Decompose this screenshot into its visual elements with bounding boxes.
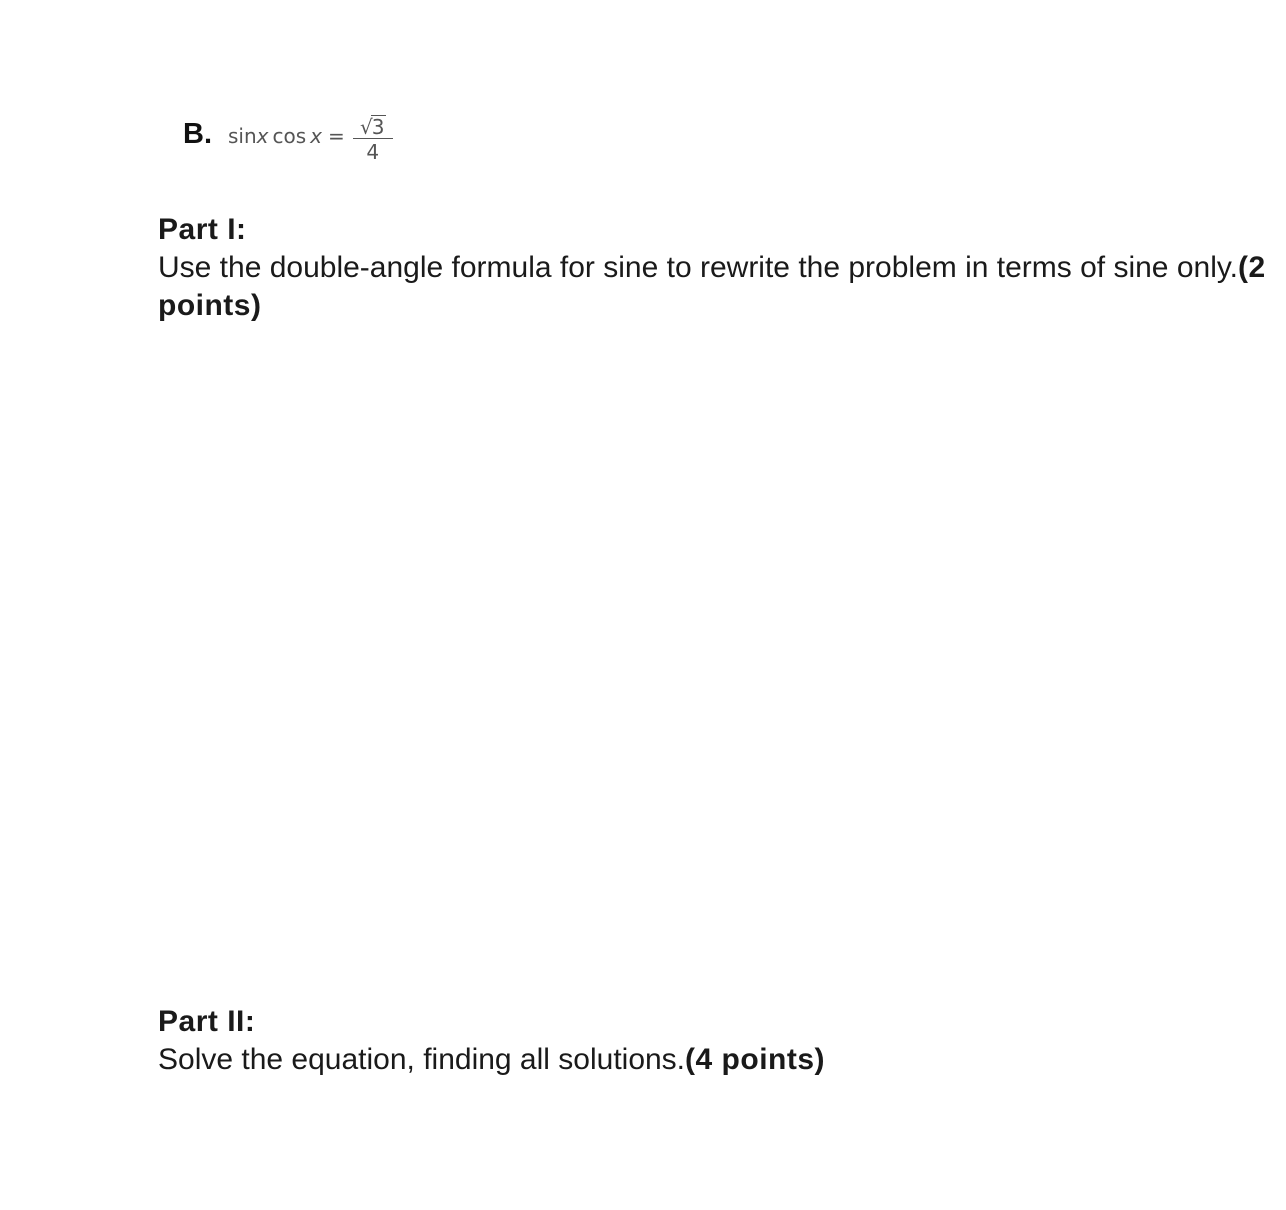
part-one-instructions: [158, 249, 1268, 325]
fraction: [353, 115, 393, 162]
part-two-points: (4 points): [685, 1043, 826, 1076]
part-two-text: Solve the equation, finding all solutions.: [158, 1043, 686, 1076]
part-one-points: (2 points): [158, 251, 1266, 322]
part-one: [158, 211, 1268, 325]
equation: [228, 113, 393, 164]
radical-sign: √: [360, 114, 373, 139]
part-two-instructions: [158, 1041, 1268, 1079]
variable-x: x: [256, 124, 269, 148]
radicand: 3: [371, 114, 385, 139]
part-one-text: Use the double-angle formula for sine to rewrite the problem in terms of sine only.: [158, 251, 1238, 284]
equals-sign: =: [328, 124, 345, 148]
part-one-title: Part I:: [158, 213, 247, 246]
sin-function: sin: [228, 124, 257, 148]
variable-x: x: [310, 124, 322, 148]
part-two: [158, 1003, 1268, 1079]
problem-statement: [183, 103, 393, 173]
denominator: 4: [366, 139, 380, 164]
numerator: [356, 115, 389, 138]
problem-label: B.: [183, 117, 212, 150]
part-two-title: Part II:: [158, 1005, 256, 1038]
cos-function: cos: [272, 124, 307, 148]
